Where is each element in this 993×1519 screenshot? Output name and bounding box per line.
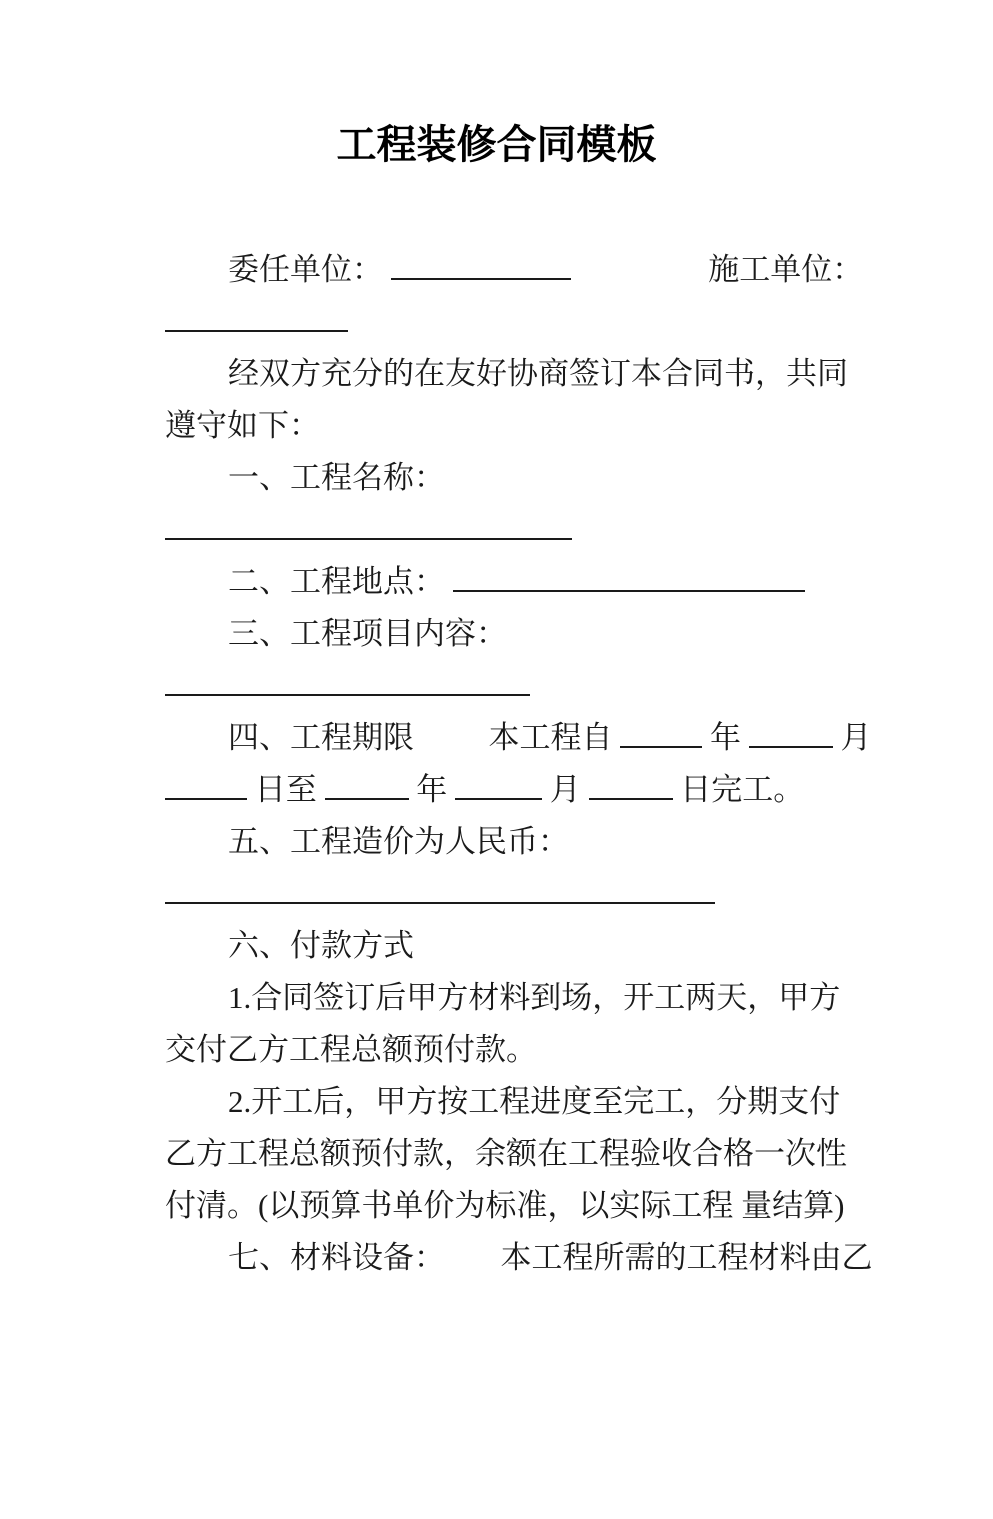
- intro-line-1: 经双方充分的在友好协商签订本合同书，共同: [228, 356, 848, 391]
- payment-item2-line2: 乙方工程总额预付款，余额在工程验收合格一次性: [165, 1136, 847, 1171]
- project-content-blank[interactable]: [165, 664, 530, 696]
- start-year-blank[interactable]: [620, 716, 702, 748]
- end-year-blank[interactable]: [325, 768, 409, 800]
- client-unit-blank[interactable]: [391, 248, 571, 280]
- parties-line: [165, 244, 864, 296]
- end-day-blank[interactable]: [589, 768, 673, 800]
- year2-label: 年: [416, 772, 448, 807]
- start-day-blank[interactable]: [165, 768, 247, 800]
- month2-label: 月: [549, 772, 581, 807]
- clause1-label: 一、工程名称：: [228, 460, 445, 495]
- clause5-label: 五、工程造价为人民币：: [228, 824, 569, 859]
- clause7-line: [165, 1232, 873, 1284]
- payment-item1-line1: 1.合同签订后甲方材料到场，开工两天，甲方: [228, 980, 841, 1015]
- day-to-label: 日至: [254, 772, 317, 807]
- clause7-label: 七、材料设备：: [228, 1240, 445, 1275]
- clause4-line: [165, 712, 872, 764]
- clause3-label: 三、工程项目内容：: [228, 616, 507, 651]
- clause6-label: 六、付款方式: [228, 928, 414, 963]
- project-location-blank[interactable]: [453, 560, 805, 592]
- clause4-continuation-line: [165, 764, 847, 816]
- clause2-label: 二、工程地点：: [228, 564, 445, 599]
- page-title: 工程装修合同模板: [336, 123, 657, 167]
- contract-body: [0, 244, 993, 1284]
- payment-item1-line2: 交付乙方工程总额预付款。: [165, 1032, 537, 1067]
- project-name-blank[interactable]: [165, 508, 572, 540]
- clause4-label: 四、工程期限: [228, 720, 414, 755]
- client-unit-label: 委任单位：: [228, 252, 383, 287]
- contract-document: [0, 115, 993, 1284]
- project-content-blank-line: [165, 660, 847, 712]
- clause2-line: [165, 556, 847, 608]
- contractor-unit-blank[interactable]: [165, 300, 348, 332]
- year1-label: 年: [710, 720, 741, 755]
- project-name-blank-line: [165, 504, 847, 556]
- end-month-blank[interactable]: [455, 768, 542, 800]
- contractor-blank-line: [165, 296, 847, 348]
- clause4-body-start: 本工程自: [488, 720, 613, 755]
- payment-item2-line3: 付清。(以预算书单价为标准，以实际工程 量结算): [165, 1188, 845, 1223]
- month1-label: 月: [840, 720, 872, 755]
- price-blank-line: [165, 868, 847, 920]
- clause7-text: 本工程所需的工程材料由乙: [500, 1240, 873, 1275]
- price-blank[interactable]: [165, 872, 715, 904]
- completion-label: 日完工。: [680, 772, 805, 807]
- payment-item2-line1: 2.开工后，甲方按工程进度至完工，分期支付: [228, 1084, 841, 1119]
- contractor-unit-label: 施工单位：: [708, 252, 864, 287]
- intro-line-2: 遵守如下：: [165, 408, 320, 443]
- start-month-blank[interactable]: [749, 716, 833, 748]
